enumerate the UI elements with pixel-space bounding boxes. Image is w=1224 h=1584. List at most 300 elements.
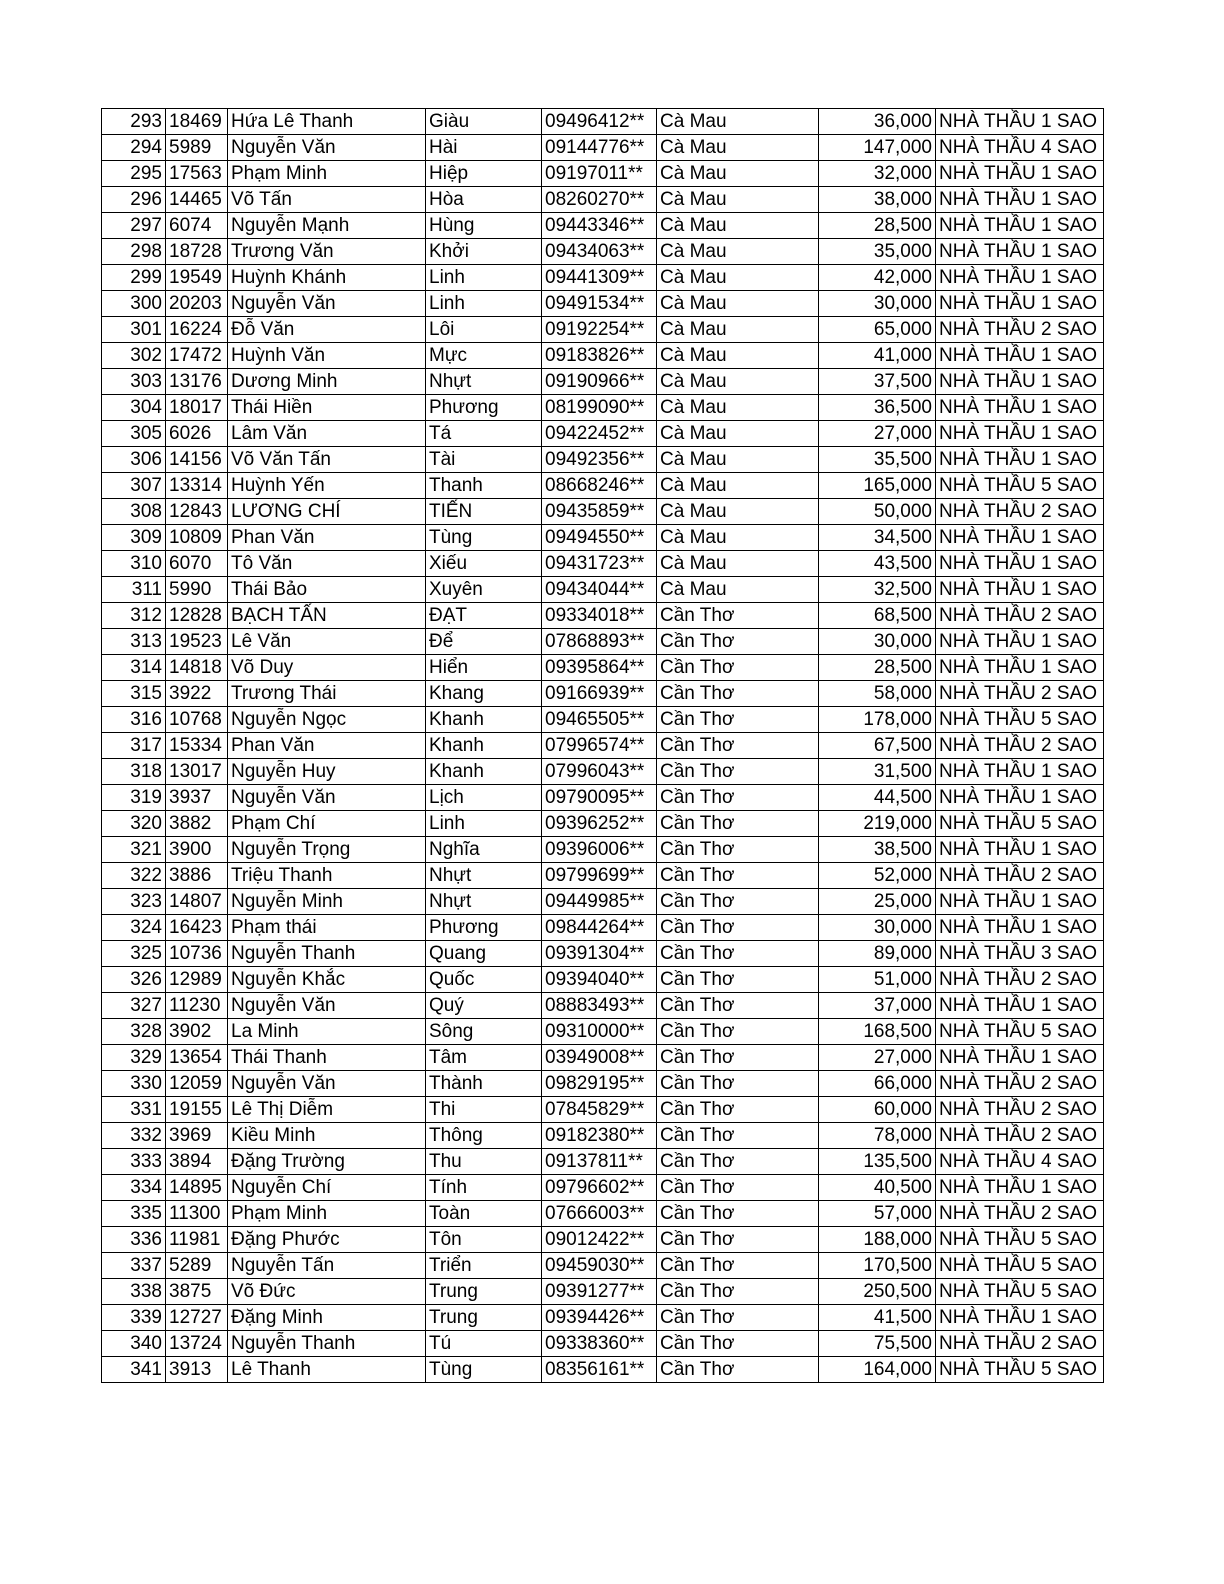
phone-number-cell: 09465505**	[542, 707, 657, 733]
surname-middle-cell: Lê Thanh	[228, 1357, 426, 1383]
row-number-cell: 334	[102, 1175, 166, 1201]
contractor-rank-cell: NHÀ THẦU 5 SAO	[936, 1227, 1104, 1253]
province-cell: Cần Thơ	[657, 811, 819, 837]
member-id-cell: 15334	[166, 733, 228, 759]
province-cell: Cần Thơ	[657, 889, 819, 915]
points-cell: 41,000	[819, 343, 936, 369]
member-id-cell: 6070	[166, 551, 228, 577]
row-number-cell: 317	[102, 733, 166, 759]
row-number-cell: 302	[102, 343, 166, 369]
surname-middle-cell: Thái Hiền	[228, 395, 426, 421]
table-row	[102, 135, 1104, 161]
phone-number-cell: 09459030**	[542, 1253, 657, 1279]
contractor-table	[101, 108, 1104, 1383]
member-id-cell: 3886	[166, 863, 228, 889]
row-number-cell: 305	[102, 421, 166, 447]
member-id-cell: 5990	[166, 577, 228, 603]
table-row	[102, 889, 1104, 915]
table-row	[102, 577, 1104, 603]
given-name-cell: Khởi	[426, 239, 542, 265]
province-cell: Cà Mau	[657, 135, 819, 161]
points-cell: 32,000	[819, 161, 936, 187]
province-cell: Cần Thơ	[657, 1279, 819, 1305]
province-cell: Cần Thơ	[657, 1331, 819, 1357]
province-cell: Cần Thơ	[657, 1019, 819, 1045]
given-name-cell: Sông	[426, 1019, 542, 1045]
row-number-cell: 321	[102, 837, 166, 863]
points-cell: 66,000	[819, 1071, 936, 1097]
surname-middle-cell: Lâm Văn	[228, 421, 426, 447]
row-number-cell: 325	[102, 941, 166, 967]
province-cell: Cần Thơ	[657, 785, 819, 811]
table-row	[102, 187, 1104, 213]
contractor-rank-cell: NHÀ THẦU 1 SAO	[936, 785, 1104, 811]
province-cell: Cần Thơ	[657, 941, 819, 967]
surname-middle-cell: Nguyễn Ngọc	[228, 707, 426, 733]
province-cell: Cà Mau	[657, 109, 819, 135]
province-cell: Cà Mau	[657, 551, 819, 577]
surname-middle-cell: Võ Văn Tấn	[228, 447, 426, 473]
phone-number-cell: 09396006**	[542, 837, 657, 863]
surname-middle-cell: Huỳnh Khánh	[228, 265, 426, 291]
phone-number-cell: 09449985**	[542, 889, 657, 915]
surname-middle-cell: Huỳnh Văn	[228, 343, 426, 369]
province-cell: Cà Mau	[657, 265, 819, 291]
contractor-rank-cell: NHÀ THẦU 2 SAO	[936, 1097, 1104, 1123]
given-name-cell: Mực	[426, 343, 542, 369]
table-row	[102, 681, 1104, 707]
row-number-cell: 296	[102, 187, 166, 213]
surname-middle-cell: LƯƠNG CHÍ	[228, 499, 426, 525]
table-row	[102, 369, 1104, 395]
surname-middle-cell: Huỳnh Yến	[228, 473, 426, 499]
points-cell: 68,500	[819, 603, 936, 629]
table-row	[102, 1227, 1104, 1253]
contractor-rank-cell: NHÀ THẦU 5 SAO	[936, 707, 1104, 733]
points-cell: 165,000	[819, 473, 936, 499]
points-cell: 164,000	[819, 1357, 936, 1383]
row-number-cell: 300	[102, 291, 166, 317]
contractor-rank-cell: NHÀ THẦU 5 SAO	[936, 1357, 1104, 1383]
points-cell: 41,500	[819, 1305, 936, 1331]
table-row	[102, 811, 1104, 837]
contractor-rank-cell: NHÀ THẦU 1 SAO	[936, 395, 1104, 421]
phone-number-cell: 09338360**	[542, 1331, 657, 1357]
surname-middle-cell: Thái Thanh	[228, 1045, 426, 1071]
phone-number-cell: 08883493**	[542, 993, 657, 1019]
surname-middle-cell: Phan Văn	[228, 525, 426, 551]
table-row	[102, 447, 1104, 473]
member-id-cell: 3875	[166, 1279, 228, 1305]
given-name-cell: Thông	[426, 1123, 542, 1149]
surname-middle-cell: Phạm Minh	[228, 1201, 426, 1227]
given-name-cell: Nghĩa	[426, 837, 542, 863]
province-cell: Cần Thơ	[657, 759, 819, 785]
surname-middle-cell: Thái Bảo	[228, 577, 426, 603]
row-number-cell: 295	[102, 161, 166, 187]
province-cell: Cà Mau	[657, 213, 819, 239]
row-number-cell: 340	[102, 1331, 166, 1357]
surname-middle-cell: Dương Minh	[228, 369, 426, 395]
points-cell: 32,500	[819, 577, 936, 603]
points-cell: 75,500	[819, 1331, 936, 1357]
member-id-cell: 13017	[166, 759, 228, 785]
phone-number-cell: 09434063**	[542, 239, 657, 265]
row-number-cell: 294	[102, 135, 166, 161]
member-id-cell: 3882	[166, 811, 228, 837]
points-cell: 89,000	[819, 941, 936, 967]
member-id-cell: 12828	[166, 603, 228, 629]
points-cell: 28,500	[819, 213, 936, 239]
surname-middle-cell: Đặng Trường	[228, 1149, 426, 1175]
phone-number-cell: 09441309**	[542, 265, 657, 291]
phone-number-cell: 08668246**	[542, 473, 657, 499]
phone-number-cell: 09443346**	[542, 213, 657, 239]
table-row	[102, 395, 1104, 421]
phone-number-cell: 08199090**	[542, 395, 657, 421]
phone-number-cell: 09496412**	[542, 109, 657, 135]
given-name-cell: Tâm	[426, 1045, 542, 1071]
points-cell: 37,000	[819, 993, 936, 1019]
province-cell: Cà Mau	[657, 395, 819, 421]
contractor-rank-cell: NHÀ THẦU 1 SAO	[936, 629, 1104, 655]
surname-middle-cell: Đặng Minh	[228, 1305, 426, 1331]
surname-middle-cell: Nguyễn Huy	[228, 759, 426, 785]
contractor-rank-cell: NHÀ THẦU 2 SAO	[936, 863, 1104, 889]
points-cell: 28,500	[819, 655, 936, 681]
row-number-cell: 328	[102, 1019, 166, 1045]
row-number-cell: 298	[102, 239, 166, 265]
points-cell: 27,000	[819, 1045, 936, 1071]
member-id-cell: 13314	[166, 473, 228, 499]
table-row	[102, 837, 1104, 863]
points-cell: 58,000	[819, 681, 936, 707]
row-number-cell: 308	[102, 499, 166, 525]
contractor-rank-cell: NHÀ THẦU 1 SAO	[936, 421, 1104, 447]
points-cell: 65,000	[819, 317, 936, 343]
province-cell: Cần Thơ	[657, 1175, 819, 1201]
member-id-cell: 5989	[166, 135, 228, 161]
given-name-cell: Hùng	[426, 213, 542, 239]
phone-number-cell: 09190966**	[542, 369, 657, 395]
table-row	[102, 239, 1104, 265]
points-cell: 178,000	[819, 707, 936, 733]
row-number-cell: 327	[102, 993, 166, 1019]
table-row	[102, 1279, 1104, 1305]
contractor-rank-cell: NHÀ THẦU 1 SAO	[936, 1305, 1104, 1331]
province-cell: Cần Thơ	[657, 629, 819, 655]
surname-middle-cell: Nguyễn Chí	[228, 1175, 426, 1201]
given-name-cell: Nhựt	[426, 863, 542, 889]
table-row	[102, 265, 1104, 291]
table-row	[102, 785, 1104, 811]
province-cell: Cần Thơ	[657, 603, 819, 629]
surname-middle-cell: Nguyễn Khắc	[228, 967, 426, 993]
points-cell: 31,500	[819, 759, 936, 785]
row-number-cell: 310	[102, 551, 166, 577]
row-number-cell: 323	[102, 889, 166, 915]
contractor-rank-cell: NHÀ THẦU 1 SAO	[936, 551, 1104, 577]
points-cell: 60,000	[819, 1097, 936, 1123]
phone-number-cell: 09310000**	[542, 1019, 657, 1045]
member-id-cell: 11230	[166, 993, 228, 1019]
province-cell: Cà Mau	[657, 577, 819, 603]
surname-middle-cell: Võ Duy	[228, 655, 426, 681]
table-row	[102, 603, 1104, 629]
contractor-rank-cell: NHÀ THẦU 5 SAO	[936, 1019, 1104, 1045]
contractor-rank-cell: NHÀ THẦU 2 SAO	[936, 1071, 1104, 1097]
phone-number-cell: 09796602**	[542, 1175, 657, 1201]
phone-number-cell: 09844264**	[542, 915, 657, 941]
points-cell: 35,500	[819, 447, 936, 473]
province-cell: Cà Mau	[657, 447, 819, 473]
province-cell: Cà Mau	[657, 317, 819, 343]
table-row	[102, 551, 1104, 577]
given-name-cell: Xiếu	[426, 551, 542, 577]
given-name-cell: Phương	[426, 915, 542, 941]
member-id-cell: 12059	[166, 1071, 228, 1097]
province-cell: Cà Mau	[657, 369, 819, 395]
contractor-rank-cell: NHÀ THẦU 5 SAO	[936, 811, 1104, 837]
row-number-cell: 318	[102, 759, 166, 785]
phone-number-cell: 09431723**	[542, 551, 657, 577]
province-cell: Cà Mau	[657, 291, 819, 317]
given-name-cell: Tùng	[426, 525, 542, 551]
points-cell: 25,000	[819, 889, 936, 915]
row-number-cell: 320	[102, 811, 166, 837]
phone-number-cell: 09396252**	[542, 811, 657, 837]
province-cell: Cà Mau	[657, 187, 819, 213]
given-name-cell: Tú	[426, 1331, 542, 1357]
points-cell: 67,500	[819, 733, 936, 759]
contractor-rank-cell: NHÀ THẦU 1 SAO	[936, 265, 1104, 291]
province-cell: Cần Thơ	[657, 1097, 819, 1123]
given-name-cell: Xuyên	[426, 577, 542, 603]
given-name-cell: Nhựt	[426, 369, 542, 395]
province-cell: Cần Thơ	[657, 993, 819, 1019]
contractor-rank-cell: NHÀ THẦU 5 SAO	[936, 1279, 1104, 1305]
contractor-rank-cell: NHÀ THẦU 1 SAO	[936, 655, 1104, 681]
province-cell: Cần Thơ	[657, 1227, 819, 1253]
row-number-cell: 293	[102, 109, 166, 135]
surname-middle-cell: Trương Thái	[228, 681, 426, 707]
given-name-cell: Thanh	[426, 473, 542, 499]
phone-number-cell: 09166939**	[542, 681, 657, 707]
contractor-rank-cell: NHÀ THẦU 1 SAO	[936, 447, 1104, 473]
province-cell: Cần Thơ	[657, 1357, 819, 1383]
member-id-cell: 12989	[166, 967, 228, 993]
given-name-cell: Hiển	[426, 655, 542, 681]
contractor-rank-cell: NHÀ THẦU 4 SAO	[936, 135, 1104, 161]
table-row	[102, 1201, 1104, 1227]
contractor-rank-cell: NHÀ THẦU 1 SAO	[936, 525, 1104, 551]
points-cell: 52,000	[819, 863, 936, 889]
points-cell: 35,000	[819, 239, 936, 265]
surname-middle-cell: Trương Văn	[228, 239, 426, 265]
row-number-cell: 309	[102, 525, 166, 551]
surname-middle-cell: Nguyễn Tấn	[228, 1253, 426, 1279]
member-id-cell: 3902	[166, 1019, 228, 1045]
points-cell: 50,000	[819, 499, 936, 525]
member-id-cell: 20203	[166, 291, 228, 317]
points-cell: 170,500	[819, 1253, 936, 1279]
phone-number-cell: 09192254**	[542, 317, 657, 343]
given-name-cell: TIẾN	[426, 499, 542, 525]
phone-number-cell: 09334018**	[542, 603, 657, 629]
contractor-rank-cell: NHÀ THẦU 2 SAO	[936, 499, 1104, 525]
points-cell: 37,500	[819, 369, 936, 395]
given-name-cell: Nhựt	[426, 889, 542, 915]
contractor-rank-cell: NHÀ THẦU 1 SAO	[936, 343, 1104, 369]
table-row	[102, 525, 1104, 551]
row-number-cell: 338	[102, 1279, 166, 1305]
contractor-rank-cell: NHÀ THẦU 2 SAO	[936, 1201, 1104, 1227]
province-cell: Cà Mau	[657, 239, 819, 265]
contractor-rank-cell: NHÀ THẦU 1 SAO	[936, 577, 1104, 603]
province-cell: Cần Thơ	[657, 1253, 819, 1279]
table-row	[102, 291, 1104, 317]
province-cell: Cần Thơ	[657, 733, 819, 759]
row-number-cell: 297	[102, 213, 166, 239]
member-id-cell: 12843	[166, 499, 228, 525]
contractor-rank-cell: NHÀ THẦU 1 SAO	[936, 759, 1104, 785]
given-name-cell: Khanh	[426, 707, 542, 733]
surname-middle-cell: Phạm thái	[228, 915, 426, 941]
row-number-cell: 324	[102, 915, 166, 941]
member-id-cell: 11300	[166, 1201, 228, 1227]
contractor-rank-cell: NHÀ THẦU 1 SAO	[936, 213, 1104, 239]
member-id-cell: 19155	[166, 1097, 228, 1123]
contractor-rank-cell: NHÀ THẦU 1 SAO	[936, 369, 1104, 395]
given-name-cell: Linh	[426, 811, 542, 837]
table-row	[102, 499, 1104, 525]
surname-middle-cell: Phạm Chí	[228, 811, 426, 837]
contractor-rank-cell: NHÀ THẦU 1 SAO	[936, 239, 1104, 265]
province-cell: Cà Mau	[657, 343, 819, 369]
points-cell: 38,000	[819, 187, 936, 213]
contractor-rank-cell: NHÀ THẦU 5 SAO	[936, 1253, 1104, 1279]
table-row	[102, 941, 1104, 967]
surname-middle-cell: BẠCH TẤN	[228, 603, 426, 629]
given-name-cell: Phương	[426, 395, 542, 421]
row-number-cell: 299	[102, 265, 166, 291]
province-cell: Cần Thơ	[657, 655, 819, 681]
table-row	[102, 629, 1104, 655]
table-row	[102, 655, 1104, 681]
phone-number-cell: 09790095**	[542, 785, 657, 811]
phone-number-cell: 09144776**	[542, 135, 657, 161]
row-number-cell: 332	[102, 1123, 166, 1149]
points-cell: 57,000	[819, 1201, 936, 1227]
contractor-rank-cell: NHÀ THẦU 4 SAO	[936, 1149, 1104, 1175]
points-cell: 38,500	[819, 837, 936, 863]
table-row	[102, 1305, 1104, 1331]
table-row	[102, 421, 1104, 447]
province-cell: Cần Thơ	[657, 1123, 819, 1149]
given-name-cell: Khang	[426, 681, 542, 707]
contractor-rank-cell: NHÀ THẦU 1 SAO	[936, 993, 1104, 1019]
points-cell: 36,500	[819, 395, 936, 421]
contractor-rank-cell: NHÀ THẦU 1 SAO	[936, 1175, 1104, 1201]
row-number-cell: 303	[102, 369, 166, 395]
member-id-cell: 3900	[166, 837, 228, 863]
province-cell: Cà Mau	[657, 473, 819, 499]
table-row	[102, 967, 1104, 993]
points-cell: 219,000	[819, 811, 936, 837]
given-name-cell: Khanh	[426, 759, 542, 785]
member-id-cell: 13654	[166, 1045, 228, 1071]
table-row	[102, 109, 1104, 135]
surname-middle-cell: Nguyễn Thanh	[228, 1331, 426, 1357]
row-number-cell: 339	[102, 1305, 166, 1331]
surname-middle-cell: Nguyễn Mạnh	[228, 213, 426, 239]
table-row	[102, 317, 1104, 343]
table-row	[102, 993, 1104, 1019]
province-cell: Cần Thơ	[657, 863, 819, 889]
member-id-cell: 13724	[166, 1331, 228, 1357]
phone-number-cell: 09435859**	[542, 499, 657, 525]
surname-middle-cell: Lê Thị Diễm	[228, 1097, 426, 1123]
points-cell: 250,500	[819, 1279, 936, 1305]
surname-middle-cell: Kiều Minh	[228, 1123, 426, 1149]
given-name-cell: Để	[426, 629, 542, 655]
phone-number-cell: 09012422**	[542, 1227, 657, 1253]
contractor-rank-cell: NHÀ THẦU 2 SAO	[936, 603, 1104, 629]
table-row	[102, 161, 1104, 187]
table-body	[102, 109, 1104, 1383]
surname-middle-cell: Đỗ Văn	[228, 317, 426, 343]
given-name-cell: Tùng	[426, 1357, 542, 1383]
table-row	[102, 915, 1104, 941]
phone-number-cell: 09799699**	[542, 863, 657, 889]
given-name-cell: Quốc	[426, 967, 542, 993]
phone-number-cell: 09183826**	[542, 343, 657, 369]
contractor-rank-cell: NHÀ THẦU 2 SAO	[936, 967, 1104, 993]
table-row	[102, 1331, 1104, 1357]
member-id-cell: 5289	[166, 1253, 228, 1279]
given-name-cell: Tá	[426, 421, 542, 447]
phone-number-cell: 09394426**	[542, 1305, 657, 1331]
surname-middle-cell: Phạm Minh	[228, 161, 426, 187]
province-cell: Cần Thơ	[657, 1071, 819, 1097]
province-cell: Cần Thơ	[657, 1149, 819, 1175]
surname-middle-cell: Võ Đức	[228, 1279, 426, 1305]
member-id-cell: 14156	[166, 447, 228, 473]
given-name-cell: Trung	[426, 1279, 542, 1305]
province-cell: Cần Thơ	[657, 837, 819, 863]
given-name-cell: Thi	[426, 1097, 542, 1123]
phone-number-cell: 09182380**	[542, 1123, 657, 1149]
member-id-cell: 18469	[166, 109, 228, 135]
contractor-rank-cell: NHÀ THẦU 1 SAO	[936, 291, 1104, 317]
phone-number-cell: 07996574**	[542, 733, 657, 759]
surname-middle-cell: Võ Tấn	[228, 187, 426, 213]
table-row	[102, 1019, 1104, 1045]
member-id-cell: 10768	[166, 707, 228, 733]
surname-middle-cell: Nguyễn Văn	[228, 135, 426, 161]
member-id-cell: 3969	[166, 1123, 228, 1149]
points-cell: 43,500	[819, 551, 936, 577]
table-row	[102, 1253, 1104, 1279]
surname-middle-cell: Hứa Lê Thanh	[228, 109, 426, 135]
points-cell: 51,000	[819, 967, 936, 993]
points-cell: 44,500	[819, 785, 936, 811]
contractor-rank-cell: NHÀ THẦU 1 SAO	[936, 889, 1104, 915]
contractor-rank-cell: NHÀ THẦU 5 SAO	[936, 473, 1104, 499]
member-id-cell: 3922	[166, 681, 228, 707]
table-row	[102, 1149, 1104, 1175]
phone-number-cell: 07666003**	[542, 1201, 657, 1227]
